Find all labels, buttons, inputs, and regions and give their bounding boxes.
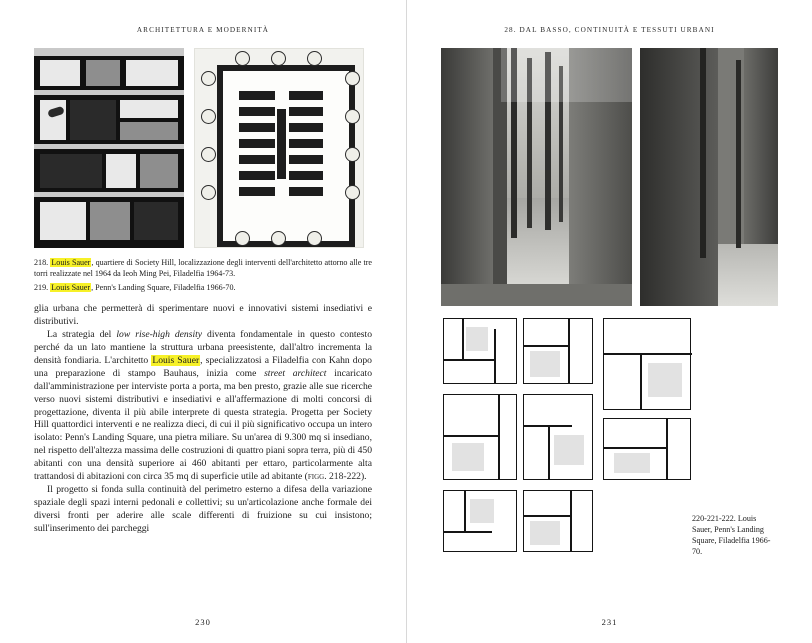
caption-218-highlight: Louis Sauer bbox=[51, 258, 91, 267]
caption-219-number: 219. bbox=[34, 283, 49, 293]
folio-left: 230 bbox=[195, 617, 211, 627]
running-head-left: ARCHITETTURA E MODERNITÀ bbox=[136, 26, 270, 34]
caption-218-text: , quartiere di Society Hill, localizzazione degli interventi dell'architetto attorno alle tre torri realizzate nel 1964 da Ieoh Ming Pei, Filadelfia 1964-73. bbox=[34, 258, 372, 279]
figure-222-floor-plans bbox=[443, 318, 693, 553]
caption-218-number: 218. bbox=[34, 258, 49, 267]
floor-plan-5 bbox=[523, 394, 593, 480]
paragraph-2: La strategia del low rise-high density diventa fondamentale in questo contesto perché da un lato mantiene la struttura urbana preesistente, dall'altro incrementa la densità fondiaria. L'architetto Louis Sauer, specializzatosi a Filadelfia con Kahn dopo una preparazione di stampo Bauhaus, inizia come street architect incaricato dall'amministrazione per interviste porta a porta, ma ben presto, grazie alle sue ricerche verso nuovi sistemi distributivi e insediativi e all'affermazione di molti concorsi di progettazione, diventa il più abile interprete di questa strategia. Progetta per Society Hill quattordici interventi e ne realizza dieci, di cui il più significativo occupa un intero isolato: Penn's Landing Square, una pietra miliare. Su un'area di 9.300 mq si insediano, nel rispetto dell'altezza massima delle costruzioni di quattro piani sopra terra, più di 450 abitanti con una densità superiore ai 460 abitanti per ettaro, particolarmente alta trattandosi di abitazioni con circa 35 mq di superficie utile ad abitante (figg. 218-222). bbox=[34, 329, 373, 483]
inline-highlight-louis-sauer: Louis Sauer bbox=[152, 355, 200, 367]
floor-plan-6 bbox=[603, 418, 691, 480]
figure-row-218-219 bbox=[34, 48, 372, 248]
figure-218-aerial-photo bbox=[34, 48, 184, 248]
paragraph-1: glia urbana che permetterà di sperimentare nuovi e innovativi sistemi insediativi e distributivi. bbox=[34, 303, 372, 328]
folio-right: 231 bbox=[601, 617, 618, 627]
caption-219-text: , Penn's Landing Square, Filadelfia 1966-70. bbox=[91, 283, 236, 293]
paragraph-3: Il progetto si fonda sulla continuità del perimetro esterno a difesa della variazione spaziale degli spazi interni pedonali e collettivi; su un'articolazione anche formale dei diversi fronti per aderire alle scale differenti di fruizione su cui insistono; sull'inserimento dei parcheggi bbox=[34, 483, 372, 534]
caption-219-highlight: Louis Sauer bbox=[51, 283, 91, 293]
page-right bbox=[406, 0, 812, 643]
figure-row-220-221 bbox=[441, 48, 778, 306]
floor-plan-7 bbox=[443, 490, 517, 552]
floor-plan-3 bbox=[603, 318, 691, 410]
floor-plan-4 bbox=[443, 394, 517, 480]
body-text-left bbox=[34, 303, 372, 535]
floor-plan-1 bbox=[443, 318, 517, 384]
caption-218 bbox=[34, 257, 372, 279]
running-head-right: 28. DAL BASSO, CONTINUITÀ E TESSUTI URBANI bbox=[504, 26, 715, 34]
caption-219 bbox=[34, 282, 372, 293]
floor-plan-2 bbox=[523, 318, 593, 384]
floor-plan-8 bbox=[523, 490, 593, 552]
caption-220-221-222: 220-221-222. Louis Sauer, Penn's Landing Square, Filadelfia 1966-70. bbox=[692, 514, 771, 556]
figure-220-alley-photo bbox=[441, 48, 632, 306]
figure-221-brick-wall-photo bbox=[640, 48, 778, 306]
figure-219-site-plan bbox=[194, 48, 364, 248]
